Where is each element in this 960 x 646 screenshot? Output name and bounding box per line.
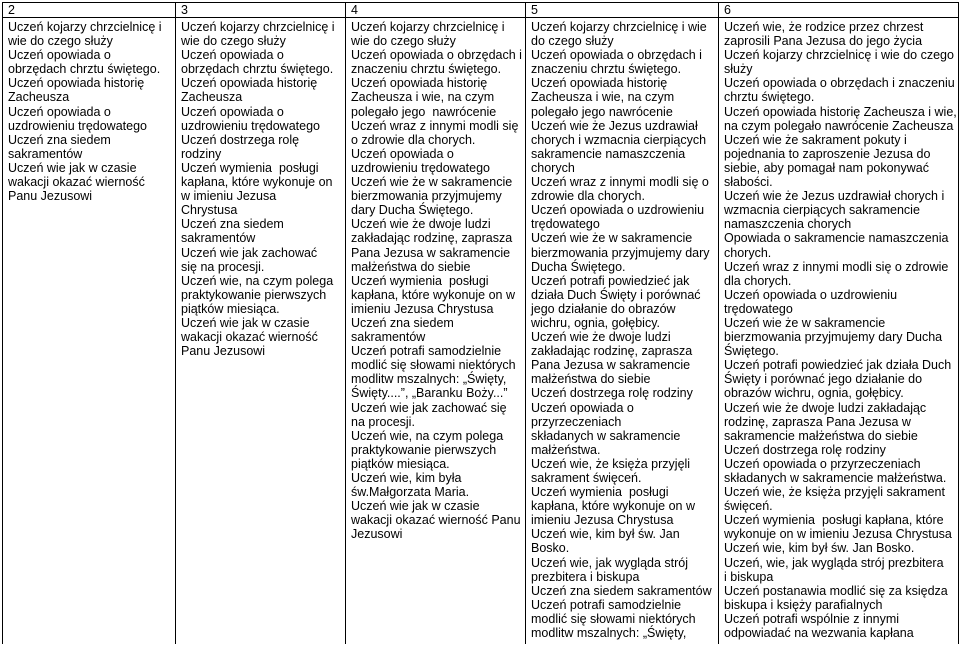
table-cell-item: Uczeń potrafi samodzielnie modlić się słowami niektórych modlitw mszalnych: „Święty, Święty....”, „Baranku Boży...” <box>351 344 516 401</box>
table-cell-item: Uczeń wie jak w czasie wakacji okazać wierność Panu Jezusowi <box>351 499 521 542</box>
column-header: 4 <box>346 3 526 18</box>
table-cell-item: Uczeń zna siedem sakramentów <box>181 217 284 246</box>
table-cell-item: Uczeń wie, na czym polega praktykowanie pierwszych piątków miesiąca. <box>351 428 504 471</box>
table-cell-item: Uczeń opowiada historię Zacheusza <box>8 76 145 105</box>
table-cell-item: Opowiada o sakramencie namaszczenia chorych. <box>724 231 949 260</box>
table-cell-item: Uczeń wie że dwoje ludzi zakładając rodzinę, zaprasza Pana Jezusa w sakramencie małżeństwa do siebie <box>724 400 927 443</box>
table-cell-item: Uczeń wymienia posługi kapłana, które wykonuje on w imieniu Jezusa Chrystusa <box>351 273 515 316</box>
table-cell-item: Uczeń opowiada o obrzędach i znaczeniu chrztu świętego. <box>351 48 522 77</box>
table-header-row <box>3 3 959 18</box>
table-cell-item: Uczeń kojarzy chrzcielnicę i wie do czego służy <box>8 20 162 49</box>
table-row <box>3 18 959 645</box>
table-cell-item: Uczeń postanawia modlić się za księdza biskupa i księży parafialnych <box>724 583 948 612</box>
table-cell-item: Uczeń wie, kim była św.Małgorzata Maria. <box>351 471 470 500</box>
table-cell-item: Uczeń opowiada o uzdrowieniu trędowatego <box>724 287 898 316</box>
table-cell-column <box>346 18 526 645</box>
column-header: 6 <box>719 3 959 18</box>
table-cell-item: Uczeń wie jak w czasie wakacji okazać wierność Panu Jezusowi <box>8 160 145 204</box>
table-cell-item: Uczeń kojarzy chrzcielnicę i wie do czego służy <box>724 48 954 77</box>
table-cell-item: Uczeń opowiada o uzdrowieniu trędowatego <box>181 104 320 133</box>
table-cell-item: Uczeń wie że Jezus uzdrawiał chorych i wzmacnia cierpiących sakramencie namaszczenia chorych <box>531 118 707 175</box>
table-cell-column <box>526 18 719 645</box>
table-cell-item: Uczeń wraz z innymi modli się o zdrowie dla chorych. <box>531 175 709 204</box>
table-cell-item: Uczeń potrafi wspólnie z innymi odpowiadać na wezwania kapłana <box>724 611 914 641</box>
table-cell-item: Uczeń wie jak w czasie wakacji okazać wierność Panu Jezusowi <box>181 315 318 359</box>
table-cell-item: Uczeń wraz z innymi modli się o zdrowie dla chorych. <box>724 259 949 288</box>
table-cell-item: Uczeń kojarzy chrzcielnicę i wie do czego służy <box>351 20 505 49</box>
table-cell-item: Uczeń wie że w sakramencie bierzmowania przyjmujemy dary Ducha Świętego. <box>531 231 710 274</box>
table-cell-item: Uczeń wie, że rodzice przez chrzest zaprosili Pana Jezusa do jego życia <box>724 20 924 49</box>
table-cell-item: Uczeń opowiada o obrzędach chrztu świętego. <box>8 48 161 77</box>
table-cell-item: Uczeń wie że Jezus uzdrawiał chorych i wzmacnia cierpiących sakramencie namaszczenia chorych <box>724 189 945 232</box>
table-cell-item: Uczeń dostrzega rolę rodziny <box>531 386 693 401</box>
table-cell-item: Uczeń opowiada historię Zacheusza <box>181 76 318 105</box>
table-cell-item: Uczeń opowiada o przyrzeczeniach składanych w sakramencie małżeństwa. <box>531 400 681 457</box>
column-header: 2 <box>3 3 176 18</box>
requirements-table <box>2 2 959 644</box>
table-cell-item: Uczeń wie że dwoje ludzi zakładając rodzinę, zaprasza Pana Jezusa w sakramencie małżeństwa do siebie <box>351 217 513 274</box>
column-header: 5 <box>526 3 719 18</box>
table-cell-item: Uczeń wie, na czym polega praktykowanie pierwszych piątków miesiąca. <box>181 273 334 316</box>
table-cell-item: Uczeń wraz z innymi modli się o zdrowie dla chorych. <box>351 118 519 147</box>
table-cell-item: Uczeń wie, jak wygląda strój prezbitera i biskupa <box>531 555 689 584</box>
table-cell-item: Uczeń wie jak zachować się na procesji. <box>181 245 318 274</box>
table-cell-item: Uczeń opowiada historię Zacheusza i wie, na czym polegało jego nawrócenie <box>351 76 497 119</box>
table-cell-item: Uczeń potrafi powiedzieć jak działa Duch Święty i porównać jego działanie do obrazów wichru, ognia, gołębicy. <box>531 273 701 330</box>
table-cell-item: Uczeń wie że w sakramencie bierzmowania przyjmujemy dary Ducha Świętego. <box>351 175 513 218</box>
table-cell-item: Uczeń potrafi samodzielnie modlić się słowami niektórych modlitw mszalnych: „Święty, <box>531 597 696 641</box>
table-cell-column <box>3 18 176 645</box>
table-cell-item: Uczeń opowiada o przyrzeczeniach składanych w sakramencie małżeństwa. <box>724 456 947 485</box>
table-cell-item: Uczeń wie, kim był św. Jan Bosko. <box>531 527 680 556</box>
table-cell-item: Uczeń opowiada o uzdrowieniu trędowatego <box>8 104 147 133</box>
table-cell-item: Uczeń opowiada historię Zacheusza i wie, na czym polegało jego nawrócenie <box>531 76 675 119</box>
table-cell-item: Uczeń opowiada o uzdrowieniu trędowatego <box>531 203 705 232</box>
table-cell-item: Uczeń dostrzega rolę rodziny <box>724 442 886 457</box>
table-cell-item: Uczeń wymienia posługi kapłana, które wykonuje on w imieniu Jezusa Chrystusa <box>181 160 333 218</box>
table-cell-item: Uczeń opowiada o obrzędach i znaczeniu chrztu świętego. <box>531 48 702 77</box>
table-cell-item: Uczeń opowiada o uzdrowieniu trędowatego <box>351 146 490 175</box>
table-cell-column <box>719 18 959 645</box>
table-cell-item: Uczeń opowiada o obrzędach chrztu świętego. <box>181 48 334 77</box>
table-cell-item: Uczeń zna siedem sakramentów <box>351 315 454 345</box>
table-cell-item: Uczeń opowiada o obrzędach i znaczeniu chrztu świętego. <box>724 76 955 105</box>
table-cell-item: Uczeń wie, kim był św. Jan Bosko. <box>724 541 915 556</box>
table-cell-item: Uczeń opowiada historię Zacheusza i wie, na czym polegało nawrócenie Zacheusza <box>724 104 957 133</box>
table-cell-item: Uczeń zna siedem sakramentów <box>531 583 712 598</box>
table-cell-item: Uczeń wie, że księża przyjęli sakrament święceń. <box>531 456 691 485</box>
table-cell-item: Uczeń wymienia posługi kapłana, które wykonuje on w imieniu Jezusa Chrystusa <box>724 513 952 542</box>
table-cell-item: Uczeń wie, że księża przyjęli sakrament święceń. <box>724 485 945 514</box>
table-cell-item: Uczeń zna siedem sakramentów <box>8 132 111 161</box>
table-cell-item: Uczeń wie jak zachować się na procesji. <box>351 400 507 429</box>
table-cell-item: Uczeń potrafi powiedzieć jak działa Duch Święty i porównać jego działanie do obrazów wichru, ognia, gołębicy. <box>724 358 952 401</box>
table-cell-item: Uczeń kojarzy chrzcielnicę i wie do czego służy <box>531 20 707 49</box>
table-cell-item: Uczeń, wie, jak wygląda strój prezbitera i biskupa <box>724 555 944 584</box>
table-cell-item: Uczeń wie że sakrament pokuty i pojednania to zaproszenie Jezusa do siebie, aby pomagał nam pokonywać słabości. <box>724 132 931 190</box>
table-cell-item: Uczeń wymienia posługi kapłana, które wykonuje on w imieniu Jezusa Chrystusa <box>531 485 695 528</box>
column-header: 3 <box>176 3 346 18</box>
table-cell-item: Uczeń kojarzy chrzcielnicę i wie do czego służy <box>181 20 335 49</box>
table-cell-column <box>176 18 346 645</box>
table-cell-item: Uczeń wie że dwoje ludzi zakładając rodzinę, zaprasza Pana Jezusa w sakramencie małżeństwa do siebie <box>531 330 693 387</box>
table-cell-item: Uczeń dostrzega rolę rodziny <box>181 132 300 161</box>
table-cell-item: Uczeń wie że w sakramencie bierzmowania przyjmujemy dary Ducha Świętego. <box>724 315 943 359</box>
